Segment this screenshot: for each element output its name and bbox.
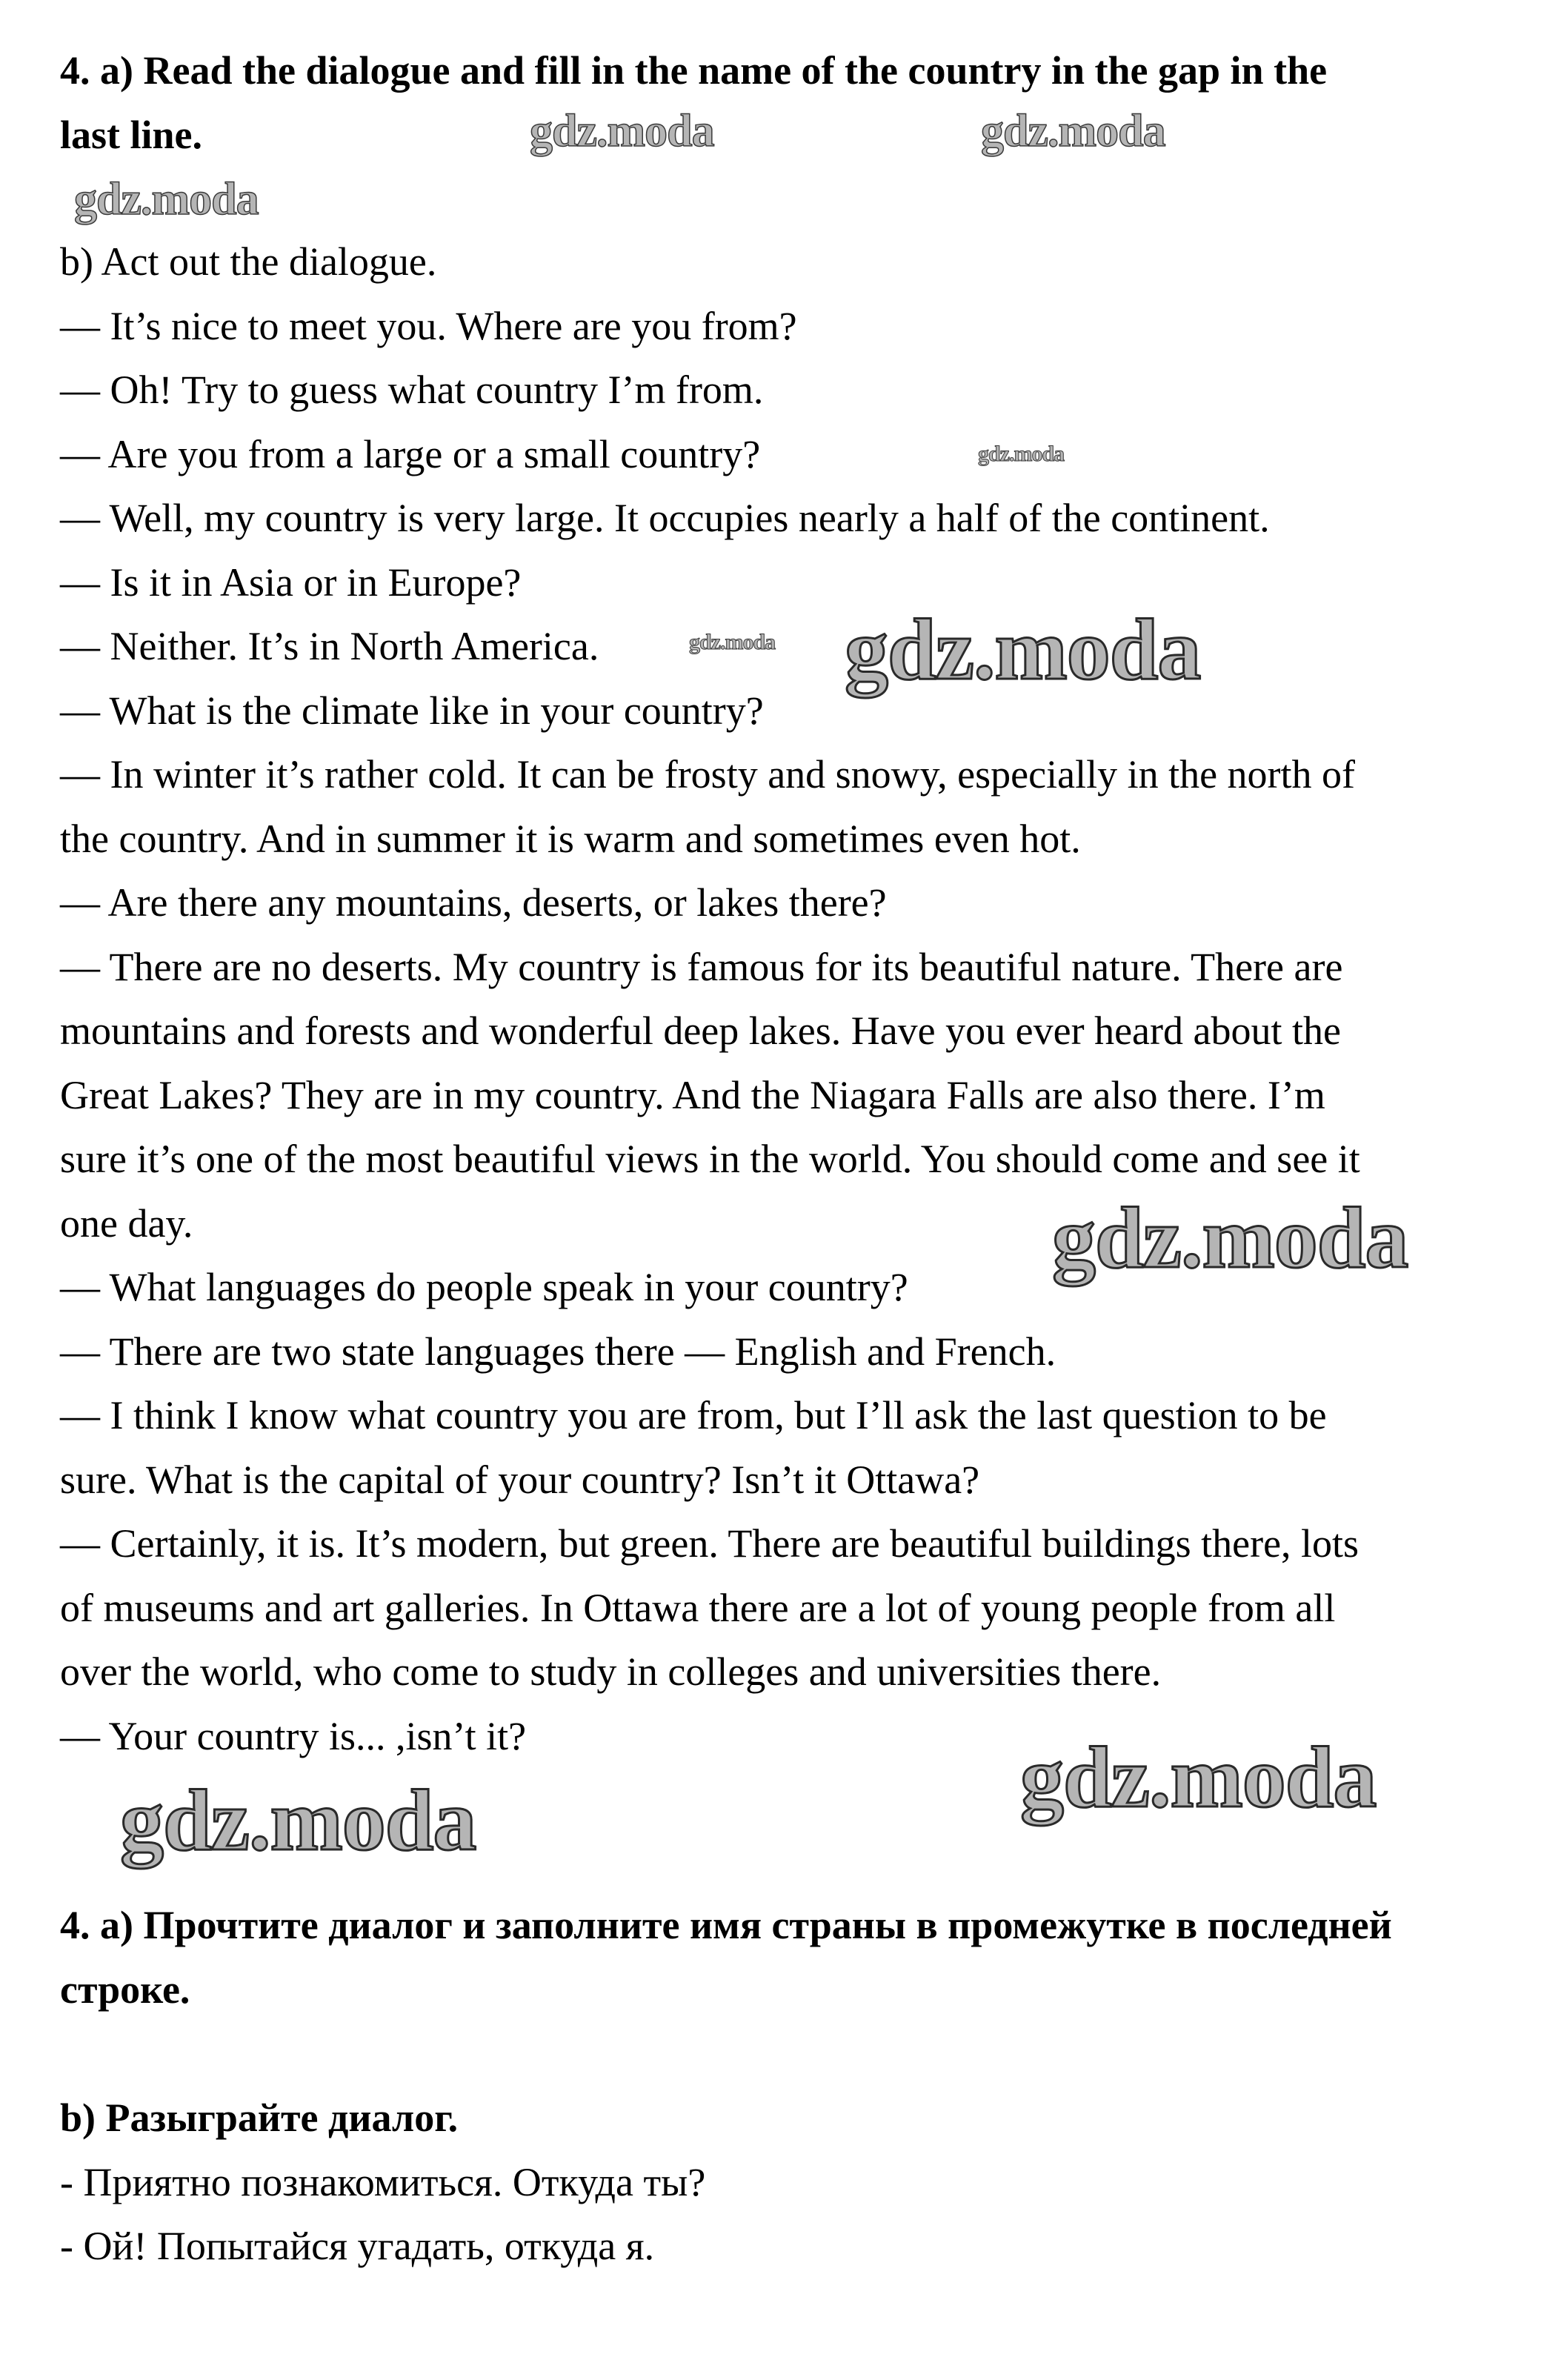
russian-dialogue bbox=[60, 2086, 1512, 2278]
watermark: gdz.moda bbox=[845, 601, 1201, 698]
dialogue-line: mountains and forests and wonderful deep lakes. Have you ever heard about the bbox=[60, 1008, 1341, 1053]
english-dialogue bbox=[60, 230, 1512, 1768]
dialogue-line: — What is the climate like in your country? bbox=[60, 688, 764, 733]
dialogue-line: — Well, my country is very large. It occupies nearly a half of the continent. bbox=[60, 496, 1270, 540]
dialogue-line: one day. bbox=[60, 1200, 193, 1246]
dialogue-line: - Ой! Попытайся угадать, откуда я. bbox=[60, 2224, 655, 2268]
dialogue-line: — It’s nice to meet you. Where are you from? bbox=[60, 303, 797, 348]
watermark: gdz.moda bbox=[120, 1772, 476, 1869]
heading-line: строке. bbox=[60, 1967, 190, 2012]
watermark: gdz.moda bbox=[981, 106, 1165, 156]
dialogue-line: — There are no deserts. My country is famous for its beautiful nature. There are bbox=[60, 944, 1343, 989]
watermark: gdz.moda bbox=[74, 174, 259, 225]
dialogue-line: — There are two state languages there — English and French. bbox=[60, 1329, 1056, 1374]
dialogue-line: the country. And in summer it is warm and sometimes even hot. bbox=[60, 816, 1081, 861]
russian-subheading: b) Разыграйте диалог. bbox=[60, 2095, 459, 2140]
dialogue-line: — In winter it’s rather cold. It can be frosty and snowy, especially in the north of bbox=[60, 752, 1356, 797]
dialogue-line: - Приятно познакомиться. Откуда ты? bbox=[60, 2159, 706, 2204]
dialogue-line: — Is it in Asia or in Europe? bbox=[60, 559, 522, 605]
dialogue-line: sure. What is the capital of your country? Isn’t it Ottawa? bbox=[60, 1457, 980, 1502]
heading-line: 4. a) Read the dialogue and fill in the name of the country in the gap in the bbox=[60, 48, 1328, 93]
dialogue-line: — Are there any mountains, deserts, or lakes there? bbox=[60, 880, 887, 925]
dialogue-line: of museums and art galleries. In Ottawa there are a lot of young people from all bbox=[60, 1585, 1336, 1630]
dialogue-line: — Certainly, it is. It’s modern, but green. There are beautiful buildings there, lots bbox=[60, 1521, 1359, 1566]
heading-line: last line. bbox=[60, 112, 203, 157]
dialogue-line: — What languages do people speak in your country? bbox=[60, 1265, 908, 1309]
dialogue-line: over the world, who come to study in colleges and universities there. bbox=[60, 1649, 1162, 1694]
english-task-heading bbox=[60, 39, 1512, 167]
watermark: gdz.moda bbox=[689, 630, 776, 654]
dialogue-line: Great Lakes? They are in my country. And the Niagara Falls are also there. I’m bbox=[60, 1072, 1325, 1117]
watermark: gdz.moda bbox=[1052, 1189, 1408, 1286]
dialogue-line: — I think I know what country you are from, but I’ll ask the last question to be bbox=[60, 1393, 1327, 1437]
dialogue-line: — Are you from a large or a small country? bbox=[60, 431, 761, 476]
heading-line: 4. а) Прочтите диалог и заполните имя страны в промежутке в последней bbox=[60, 1903, 1392, 1947]
dialogue-line: b) Act out the dialogue. bbox=[60, 239, 437, 284]
dialogue-line: — Your country is... ,isn’t it? bbox=[60, 1713, 527, 1758]
russian-task-heading bbox=[60, 1893, 1512, 2021]
watermark: gdz.moda bbox=[1020, 1729, 1377, 1826]
watermark: gdz.moda bbox=[978, 442, 1065, 466]
dialogue-line: sure it’s one of the most beautiful views in the world. You should come and see it bbox=[60, 1137, 1360, 1181]
dialogue-line: — Neither. It’s in North America. bbox=[60, 624, 599, 668]
watermark: gdz.moda bbox=[530, 106, 714, 156]
dialogue-line: — Oh! Try to guess what country I’m from. bbox=[60, 368, 764, 412]
